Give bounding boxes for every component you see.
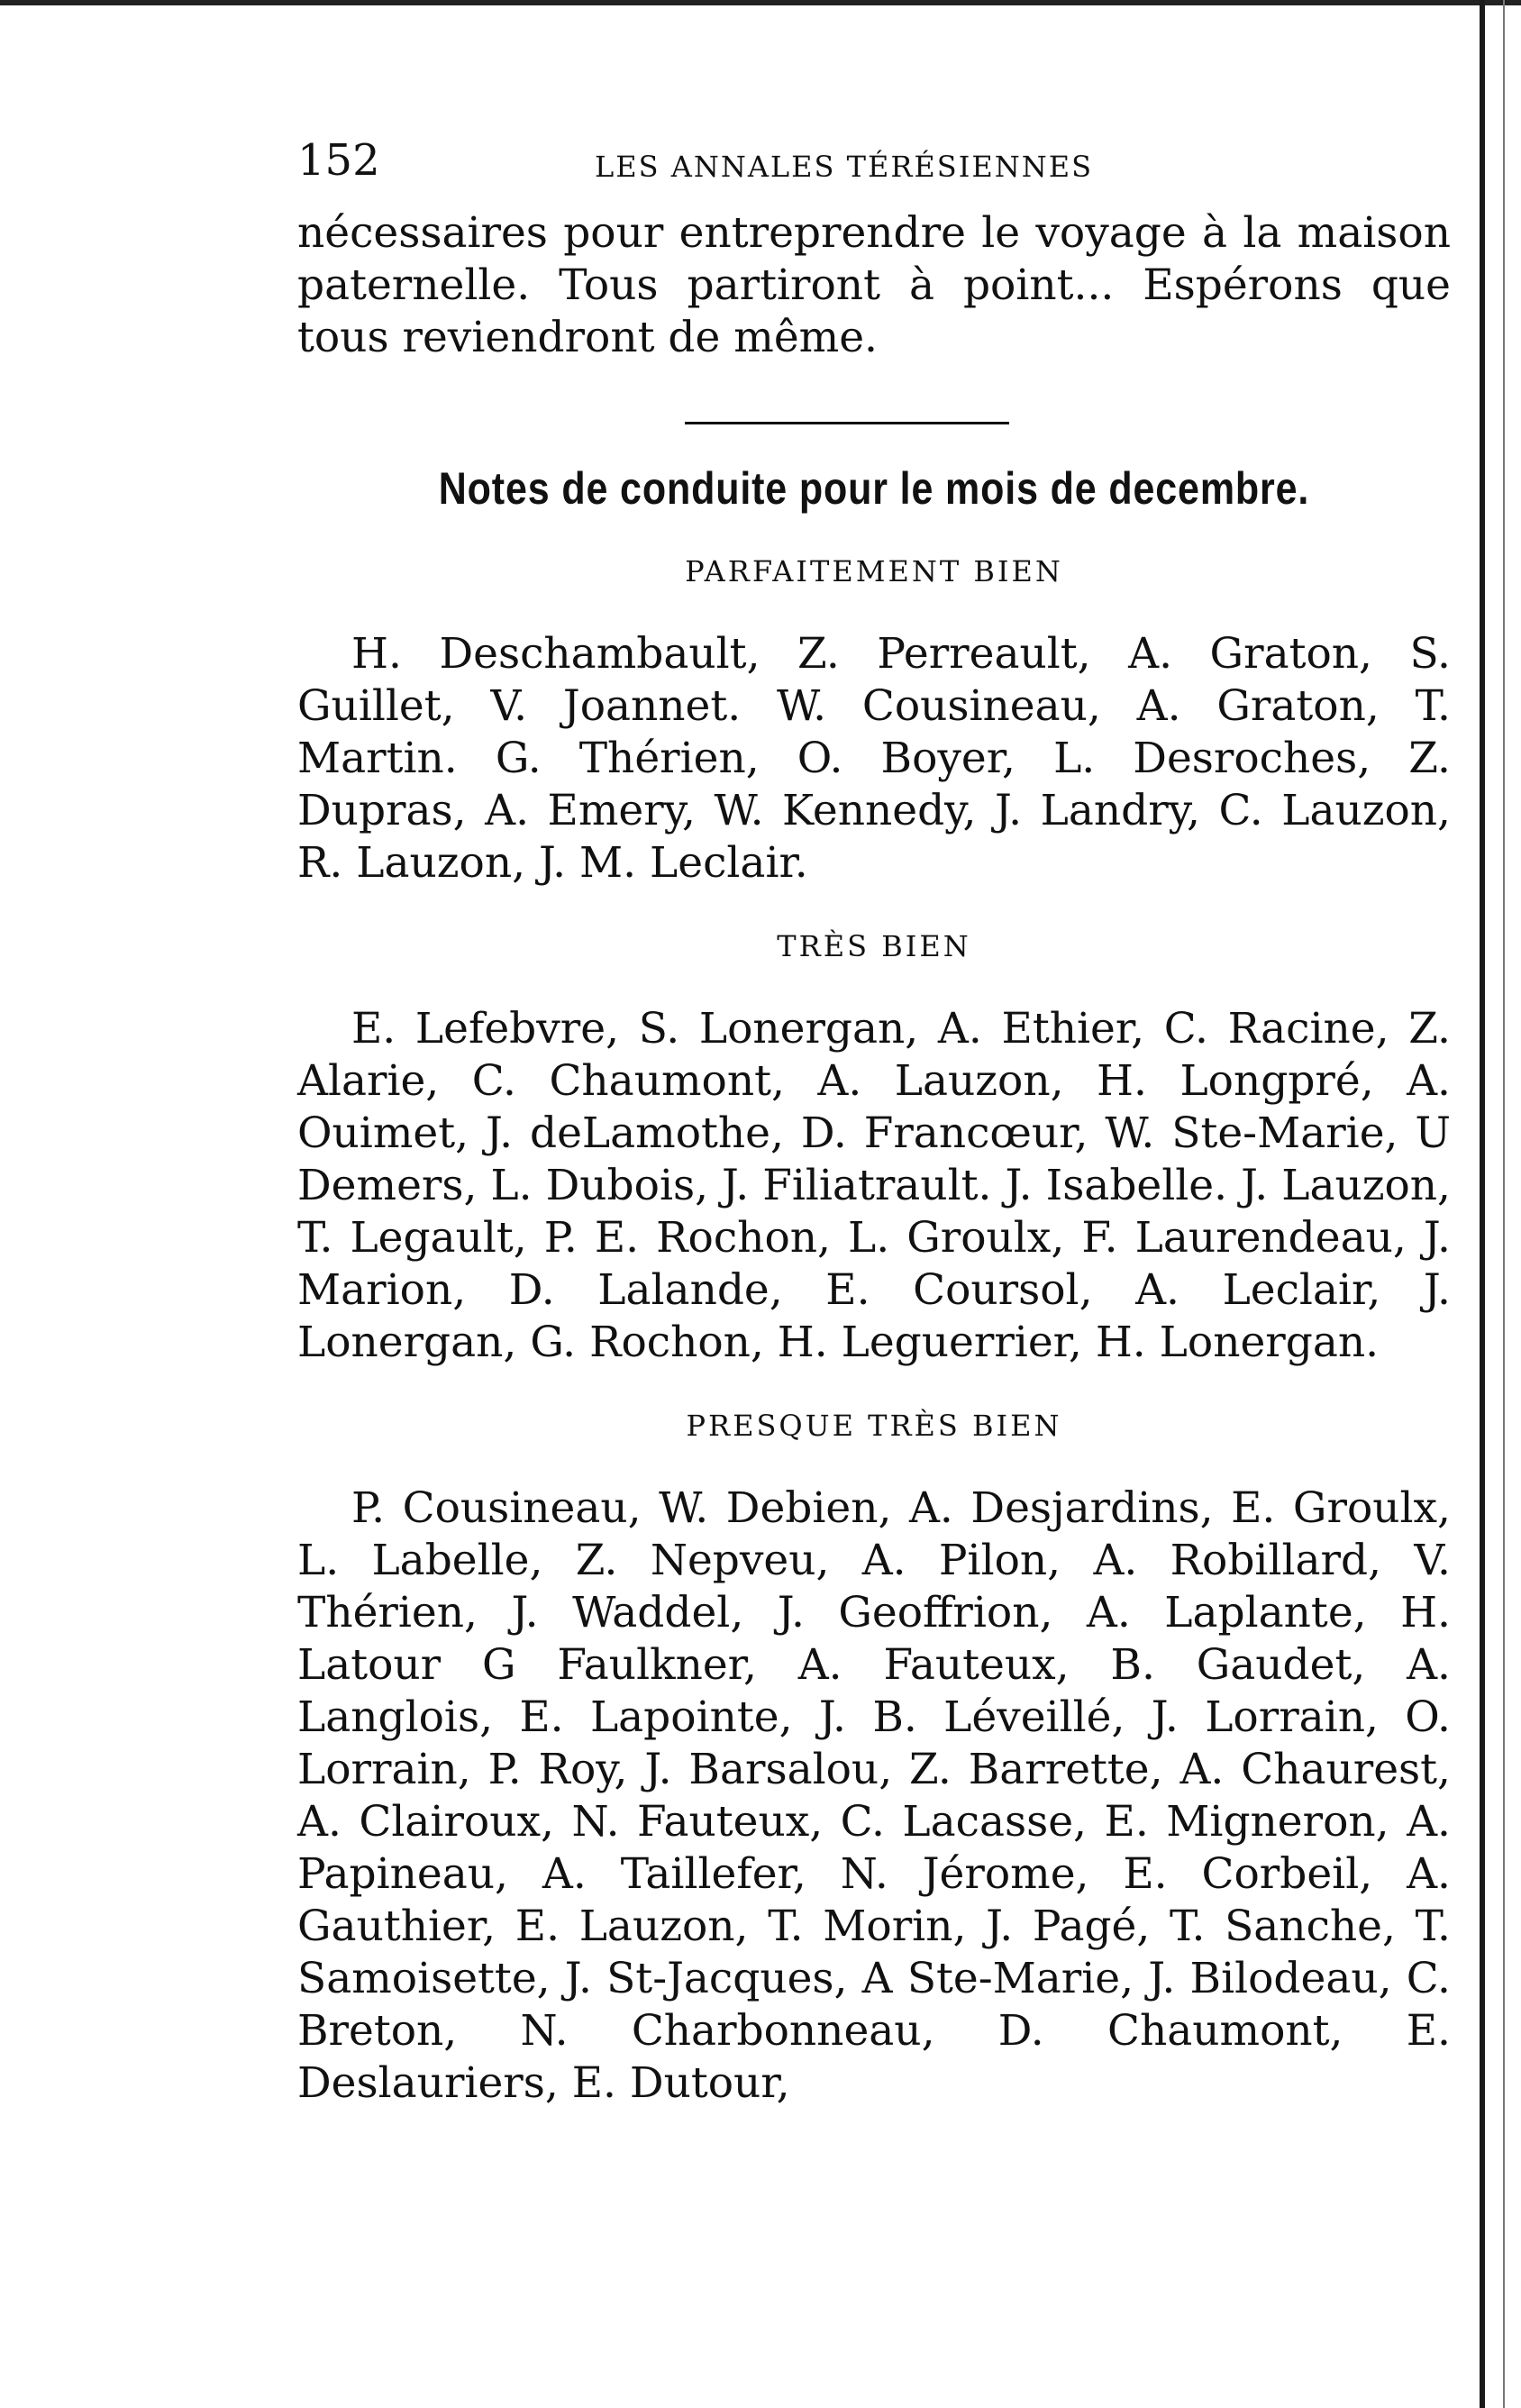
page-header [297, 135, 1451, 189]
intro-paragraph: nécessaires pour entreprendre le voyage à la maison paternelle. Tous partiront à point... Espérons que tous reviendront de même. [297, 208, 1451, 362]
page-content [297, 135, 1451, 2110]
names-tres-bien: E. Lefebvre, S. Lonergan, A. Ethier, C. Racine, Z. Alarie, C. Chaumont, A. Lauzon, H. Longpré, A. Ouimet, J. deLamothe, D. Francœur, W. Ste-Marie, U Demers, L. Dubois, J. Filiatrault. J. Isabelle. J. Lauzon, T. Legault, P. E. Rochon, L. Groulx, F. Laurendeau, J. Marion, D. Lalande, E. Coursol, A. Leclair, J. Lonergan, G. Rochon, H. Leguerrier, H. Lonergan. [297, 1004, 1451, 1367]
scan-right-edge-thin [1503, 0, 1505, 2408]
scan-right-edge [1480, 0, 1485, 2408]
group-heading-tres-bien: TRÈS BIEN [777, 929, 971, 963]
running-head: LES ANNALES TÉRÉSIENNES [595, 150, 1093, 184]
names-parfaitement-bien: H. Deschambault, Z. Perreault, A. Graton, S. Guillet, V. Joannet. W. Cousineau, A. Graton, T. Martin. G. Thérien, O. Boyer, L. Desroches, Z. Dupras, A. Emery, W. Kennedy, J. Landry, C. Lauzon, R. Lauzon, J. M. Leclair. [297, 629, 1451, 888]
section-divider [685, 422, 1009, 424]
page-number: 152 [297, 135, 380, 186]
section-title: Notes de conduite pour le mois de decembre. [438, 463, 1310, 514]
group-heading-presque-tres-bien: PRESQUE TRÈS BIEN [686, 1409, 1062, 1443]
names-presque-tres-bien: P. Cousineau, W. Debien, A. Desjardins, E. Groulx, L. Labelle, Z. Nepveu, A. Pilon, A. Robillard, V. Thérien, J. Waddel, J. Geoffrion, A. Laplante, H. Latour G Faulkner, A. Fauteux, B. Gaudet, A. Langlois, E. Lapointe, J. B. Léveillé, J. Lorrain, O. Lorrain, P. Roy, J. Barsalou, Z. Barrette, A. Chaurest, A. Clairoux, N. Fauteux, C. Lacasse, E. Migneron, A. Papineau, A. Taillefer, N. Jérome, E. Corbeil, A. Gauthier, E. Lauzon, T. Morin, J. Pagé, T. Sanche, T. Samoisette, J. St-Jacques, A Ste-Marie, J. Bilodeau, C. Breton, N. Charbonneau, D. Chaumont, E. Deslauriers, E. Dutour, [297, 1483, 1451, 2108]
scan-top-edge [0, 0, 1521, 5]
group-heading-parfaitement-bien: PARFAITEMENT BIEN [685, 554, 1063, 588]
